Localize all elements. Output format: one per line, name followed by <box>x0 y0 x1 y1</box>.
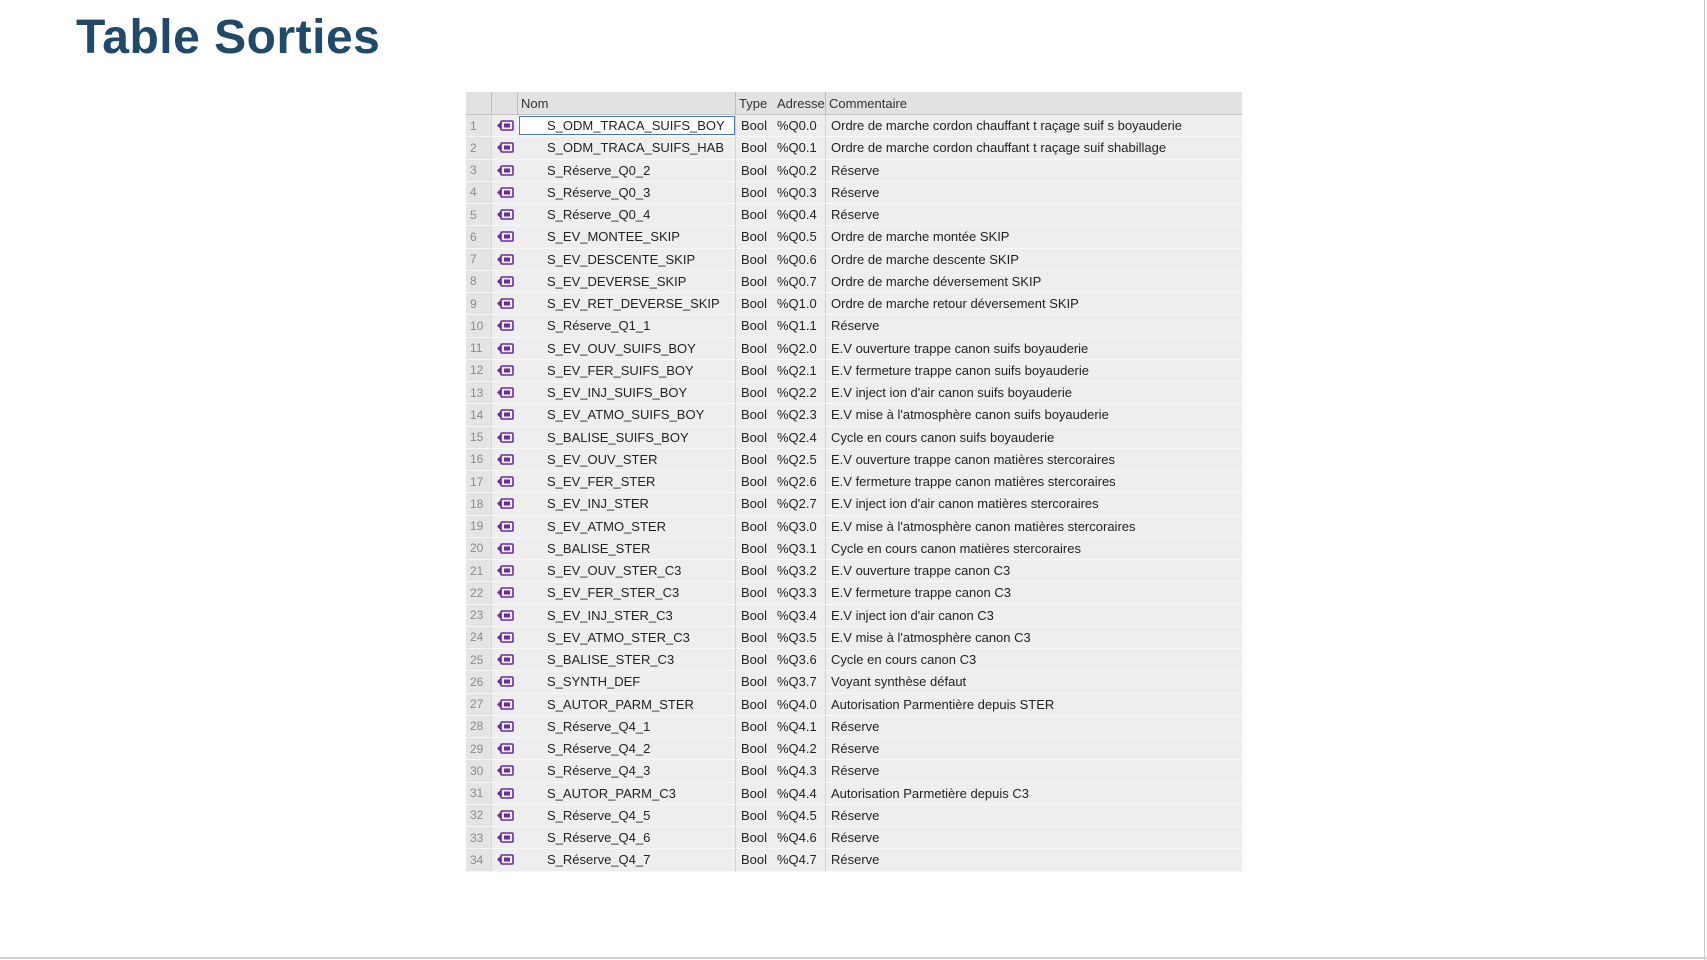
output-tag-icon <box>496 743 514 754</box>
table-row[interactable] <box>466 427 1242 449</box>
tag-name-cell[interactable]: S_BALISE_STER <box>518 538 736 559</box>
row-icon-cell <box>492 538 518 559</box>
tag-address-cell[interactable]: %Q2.7 <box>777 493 826 514</box>
tag-name-cell[interactable]: S_EV_DESCENTE_SKIP <box>518 249 736 270</box>
tag-type-cell[interactable]: Bool <box>741 652 768 668</box>
row-icon-cell <box>492 516 518 537</box>
tag-name-cell[interactable]: S_Réserve_Q4_1 <box>518 716 736 737</box>
row-number: 3 <box>466 160 492 181</box>
tag-comment-cell[interactable]: Réserve <box>831 162 880 178</box>
row-number: 7 <box>466 249 492 270</box>
row-icon-cell <box>492 182 518 203</box>
row-icon-cell <box>492 694 518 715</box>
row-icon-cell <box>492 404 518 425</box>
tag-comment-cell[interactable]: E.V mise à l'atmosphère canon matières stercoraires <box>831 518 1136 534</box>
tag-type-cell[interactable]: Bool <box>741 629 768 645</box>
tag-comment-cell[interactable]: E.V ouverture trappe canon C3 <box>831 563 1011 579</box>
output-tag-icon <box>496 676 514 687</box>
tag-comment-cell[interactable]: Ordre de marche descente SKIP <box>831 251 1019 267</box>
output-tag-icon <box>496 832 514 843</box>
row-icon-cell <box>492 760 518 781</box>
column-header-name[interactable]: Nom <box>518 92 736 114</box>
tag-name-cell[interactable]: S_BALISE_STER_C3 <box>518 649 736 670</box>
tag-type-cell[interactable]: Bool <box>741 674 768 690</box>
tag-name-cell[interactable]: S_AUTOR_PARM_STER <box>518 694 736 715</box>
tag-type-cell[interactable]: Bool <box>741 763 768 779</box>
tag-comment-cell[interactable]: Cycle en cours canon suifs boyauderie <box>831 429 1055 445</box>
tag-name-cell[interactable]: S_Réserve_Q4_3 <box>518 760 736 781</box>
tag-comment-cell[interactable]: Ordre de marche retour déversement SKIP <box>831 296 1079 312</box>
tag-address-cell[interactable]: %Q1.0 <box>777 293 826 314</box>
table-row[interactable] <box>466 271 1242 293</box>
table-row[interactable] <box>466 493 1242 515</box>
row-number: 32 <box>466 805 492 826</box>
tag-address-cell[interactable]: %Q0.1 <box>777 137 826 158</box>
tag-address-cell[interactable]: %Q4.7 <box>777 849 826 870</box>
tag-comment-cell[interactable]: E.V mise à l'atmosphère canon suifs boyauderie <box>831 407 1109 423</box>
row-number: 4 <box>466 182 492 203</box>
tag-name-cell[interactable]: S_EV_FER_STER_C3 <box>518 582 736 603</box>
tag-name-cell[interactable]: S_EV_ATMO_STER_C3 <box>518 627 736 648</box>
tag-type-cell[interactable]: Bool <box>741 607 768 623</box>
row-number: 15 <box>466 427 492 448</box>
table-row[interactable] <box>466 605 1242 627</box>
table-row[interactable] <box>466 760 1242 782</box>
tag-type-cell[interactable]: Bool <box>741 162 768 178</box>
tag-type-cell[interactable]: Bool <box>741 563 768 579</box>
table-row[interactable] <box>466 516 1242 538</box>
output-tag-icon <box>496 254 514 265</box>
tag-type-cell[interactable]: Bool <box>741 496 768 512</box>
tag-type-cell[interactable]: Bool <box>741 429 768 445</box>
output-tag-icon <box>496 409 514 420</box>
row-number: 8 <box>466 271 492 292</box>
row-number: 12 <box>466 360 492 381</box>
row-icon-cell <box>492 449 518 470</box>
tag-address-cell[interactable]: %Q2.3 <box>777 404 826 425</box>
tag-comment-cell[interactable]: E.V fermeture trappe canon suifs boyauderie <box>831 362 1089 378</box>
tag-comment-cell[interactable]: Ordre de marche déversement SKIP <box>831 273 1042 289</box>
row-number: 11 <box>466 338 492 359</box>
tag-comment-cell[interactable]: Autorisation Parmetière depuis C3 <box>831 785 1029 801</box>
row-icon-cell <box>492 560 518 581</box>
row-number: 20 <box>466 538 492 559</box>
tag-comment-cell[interactable]: Cycle en cours canon C3 <box>831 652 977 668</box>
tag-type-cell[interactable]: Bool <box>741 852 768 868</box>
table-row[interactable] <box>466 293 1242 315</box>
row-number: 13 <box>466 382 492 403</box>
tag-comment-cell[interactable]: Réserve <box>831 207 880 223</box>
row-icon-cell <box>492 627 518 648</box>
tag-comment-cell[interactable]: Ordre de marche cordon chauffant t raçage suif shabillage <box>831 140 1167 156</box>
tag-type-cell[interactable]: Bool <box>741 540 768 556</box>
tag-name-cell[interactable]: S_EV_ATMO_STER <box>518 516 736 537</box>
table-row[interactable] <box>466 338 1242 360</box>
tag-table <box>466 92 1242 872</box>
tag-address-cell[interactable]: %Q0.5 <box>777 226 826 247</box>
tag-type-cell[interactable]: Bool <box>741 362 768 378</box>
tag-name-cell[interactable]: S_SYNTH_DEF <box>518 671 736 692</box>
tag-name-cell[interactable]: S_Réserve_Q4_2 <box>518 738 736 759</box>
row-icon-cell <box>492 716 518 737</box>
tag-name-cell[interactable]: S_Réserve_Q4_6 <box>518 827 736 848</box>
column-header-type[interactable]: Type <box>739 95 768 111</box>
tag-address-cell[interactable]: %Q2.4 <box>777 427 826 448</box>
output-tag-icon <box>496 298 514 309</box>
output-tag-icon <box>496 699 514 710</box>
row-icon-cell <box>492 649 518 670</box>
row-icon-cell <box>492 827 518 848</box>
tag-address-cell[interactable]: %Q3.3 <box>777 582 826 603</box>
tag-type-cell[interactable]: Bool <box>741 273 768 289</box>
output-tag-icon <box>496 120 514 131</box>
tag-comment-cell[interactable]: Réserve <box>831 318 880 334</box>
tag-address-cell[interactable]: %Q3.4 <box>777 605 826 626</box>
tag-name-cell[interactable]: S_EV_INJ_SUIFS_BOY <box>518 382 736 403</box>
output-tag-icon <box>496 810 514 821</box>
table-row[interactable] <box>466 315 1242 337</box>
tag-name-cell[interactable]: S_BALISE_SUIFS_BOY <box>518 427 736 448</box>
table-row[interactable] <box>466 449 1242 471</box>
table-row[interactable] <box>466 204 1242 226</box>
tag-address-cell[interactable]: %Q4.6 <box>777 827 826 848</box>
table-row[interactable] <box>466 649 1242 671</box>
row-icon-cell <box>492 293 518 314</box>
row-number: 22 <box>466 582 492 603</box>
tag-name-cell[interactable]: S_Réserve_Q0_3 <box>518 182 736 203</box>
table-row[interactable] <box>466 226 1242 248</box>
tag-comment-cell[interactable]: E.V fermeture trappe canon matières stercoraires <box>831 474 1116 490</box>
tag-name-cell[interactable]: S_Réserve_Q1_1 <box>518 315 736 336</box>
row-icon-cell <box>492 849 518 870</box>
row-icon-cell <box>492 738 518 759</box>
tag-comment-cell[interactable]: E.V ouverture trappe canon matières stercoraires <box>831 451 1115 467</box>
table-row[interactable] <box>466 671 1242 693</box>
tag-address-cell[interactable]: %Q0.7 <box>777 271 826 292</box>
tag-type-cell[interactable]: Bool <box>741 696 768 712</box>
tag-address-cell[interactable]: %Q2.1 <box>777 360 826 381</box>
row-number: 28 <box>466 716 492 737</box>
output-tag-icon <box>496 387 514 398</box>
row-icon-cell <box>492 805 518 826</box>
tag-address-cell[interactable]: %Q3.2 <box>777 560 826 581</box>
tag-type-cell[interactable]: Bool <box>741 718 768 734</box>
tag-comment-cell[interactable]: Réserve <box>831 763 880 779</box>
tag-address-cell[interactable]: %Q2.6 <box>777 471 826 492</box>
tag-address-cell[interactable]: %Q0.4 <box>777 204 826 225</box>
output-tag-icon <box>496 587 514 598</box>
slide-right-border <box>1704 0 1705 960</box>
output-tag-icon <box>496 365 514 376</box>
tag-name-cell[interactable]: S_EV_INJ_STER_C3 <box>518 605 736 626</box>
tag-name-cell[interactable]: S_Réserve_Q0_4 <box>518 204 736 225</box>
table-body <box>466 115 1242 872</box>
row-icon-cell <box>492 671 518 692</box>
row-number: 2 <box>466 137 492 158</box>
tag-type-cell[interactable]: Bool <box>741 118 768 134</box>
tag-address-cell[interactable]: %Q0.0 <box>777 115 826 136</box>
tag-address-cell[interactable]: %Q4.5 <box>777 805 826 826</box>
tag-address-cell[interactable]: %Q0.2 <box>777 160 826 181</box>
tag-name-cell[interactable]: S_EV_OUV_STER <box>518 449 736 470</box>
table-row[interactable] <box>466 160 1242 182</box>
tag-name-cell[interactable]: S_EV_OUV_STER_C3 <box>518 560 736 581</box>
output-tag-icon <box>496 209 514 220</box>
table-row[interactable] <box>466 738 1242 760</box>
row-number: 14 <box>466 404 492 425</box>
tag-comment-cell[interactable]: E.V inject ion d'air canon suifs boyauderie <box>831 385 1072 401</box>
table-row[interactable] <box>466 805 1242 827</box>
output-tag-icon <box>496 320 514 331</box>
table-row[interactable] <box>466 182 1242 204</box>
tag-comment-cell[interactable]: E.V mise à l'atmosphère canon C3 <box>831 629 1031 645</box>
row-number: 24 <box>466 627 492 648</box>
output-tag-icon <box>496 854 514 865</box>
output-tag-icon <box>496 231 514 242</box>
row-number: 27 <box>466 694 492 715</box>
row-number: 16 <box>466 449 492 470</box>
tag-type-cell[interactable]: Bool <box>741 140 768 156</box>
table-row[interactable] <box>466 137 1242 159</box>
tag-name-cell[interactable]: S_EV_MONTEE_SKIP <box>518 226 736 247</box>
row-number: 21 <box>466 560 492 581</box>
tag-name-cell[interactable]: S_Réserve_Q0_2 <box>518 160 736 181</box>
tag-name-cell[interactable]: S_EV_FER_SUIFS_BOY <box>518 360 736 381</box>
tag-type-cell[interactable]: Bool <box>741 518 768 534</box>
row-number: 34 <box>466 849 492 870</box>
tag-comment-cell[interactable]: Réserve <box>831 184 880 200</box>
tag-type-cell[interactable]: Bool <box>741 807 768 823</box>
output-tag-icon <box>496 432 514 443</box>
output-tag-icon <box>496 343 514 354</box>
tag-name-cell[interactable]: S_Réserve_Q4_5 <box>518 805 736 826</box>
output-tag-icon <box>496 610 514 621</box>
tag-name-cell[interactable]: S_ODM_TRACA_SUIFS_BOY <box>518 115 736 136</box>
tag-type-cell[interactable]: Bool <box>741 296 768 312</box>
row-icon-cell <box>492 115 518 136</box>
tag-comment-cell[interactable]: Réserve <box>831 718 880 734</box>
output-tag-icon <box>496 165 514 176</box>
tag-address-cell[interactable]: %Q3.1 <box>777 538 826 559</box>
output-tag-icon <box>496 788 514 799</box>
tag-address-cell[interactable]: %Q2.5 <box>777 449 826 470</box>
tag-address-cell[interactable]: %Q4.3 <box>777 760 826 781</box>
table-row[interactable] <box>466 560 1242 582</box>
row-number: 25 <box>466 649 492 670</box>
tag-type-cell[interactable]: Bool <box>741 474 768 490</box>
tag-type-cell[interactable]: Bool <box>741 451 768 467</box>
row-icon-cell <box>492 137 518 158</box>
tag-comment-cell[interactable]: Réserve <box>831 741 880 757</box>
table-row[interactable] <box>466 471 1242 493</box>
output-tag-icon <box>496 565 514 576</box>
tag-address-cell[interactable]: %Q0.3 <box>777 182 826 203</box>
tag-type-cell[interactable]: Bool <box>741 318 768 334</box>
row-number: 1 <box>466 115 492 136</box>
tag-type-cell[interactable]: Bool <box>741 785 768 801</box>
output-tag-icon <box>496 721 514 732</box>
row-number: 31 <box>466 783 492 804</box>
table-row[interactable] <box>466 827 1242 849</box>
tag-name-cell[interactable]: S_EV_DEVERSE_SKIP <box>518 271 736 292</box>
table-header-row <box>466 92 1242 115</box>
table-row[interactable] <box>466 360 1242 382</box>
tag-type-cell[interactable]: Bool <box>741 184 768 200</box>
tag-address-cell[interactable]: %Q3.7 <box>777 671 826 692</box>
tag-address-cell[interactable]: %Q4.2 <box>777 738 826 759</box>
tag-name-cell[interactable]: S_EV_ATMO_SUIFS_BOY <box>518 404 736 425</box>
tag-comment-cell[interactable]: E.V inject ion d'air canon matières stercoraires <box>831 496 1099 512</box>
output-tag-icon <box>496 476 514 487</box>
tag-address-cell[interactable]: %Q3.5 <box>777 627 826 648</box>
table-row[interactable] <box>466 694 1242 716</box>
output-tag-icon <box>496 142 514 153</box>
tag-type-cell[interactable]: Bool <box>741 385 768 401</box>
row-icon-cell <box>492 493 518 514</box>
row-icon-cell <box>492 471 518 492</box>
row-icon-cell <box>492 315 518 336</box>
table-row[interactable] <box>466 716 1242 738</box>
row-number: 26 <box>466 671 492 692</box>
row-number: 33 <box>466 827 492 848</box>
output-tag-icon <box>496 276 514 287</box>
tag-address-cell[interactable]: %Q1.1 <box>777 315 826 336</box>
tag-comment-cell[interactable]: Autorisation Parmentière depuis STER <box>831 696 1055 712</box>
tag-type-cell[interactable]: Bool <box>741 340 768 356</box>
output-tag-icon <box>496 765 514 776</box>
tag-comment-cell[interactable]: Ordre de marche cordon chauffant t raçage suif s boyauderie <box>831 118 1182 134</box>
tag-comment-cell[interactable]: E.V inject ion d'air canon C3 <box>831 607 994 623</box>
tag-name-cell[interactable]: S_ODM_TRACA_SUIFS_HAB <box>518 137 736 158</box>
output-tag-icon <box>496 632 514 643</box>
row-number: 5 <box>466 204 492 225</box>
row-number: 30 <box>466 760 492 781</box>
tag-address-cell[interactable]: %Q4.4 <box>777 783 826 804</box>
tag-name-cell[interactable]: S_EV_FER_STER <box>518 471 736 492</box>
tag-type-cell[interactable]: Bool <box>741 585 768 601</box>
output-tag-icon <box>496 654 514 665</box>
table-row[interactable] <box>466 538 1242 560</box>
table-row[interactable] <box>466 382 1242 404</box>
tag-comment-cell[interactable]: E.V fermeture trappe canon C3 <box>831 585 1011 601</box>
tag-address-cell[interactable]: %Q3.0 <box>777 516 826 537</box>
tag-address-cell[interactable]: %Q4.1 <box>777 716 826 737</box>
output-tag-icon <box>496 498 514 509</box>
tag-type-cell[interactable]: Bool <box>741 830 768 846</box>
tag-type-cell[interactable]: Bool <box>741 229 768 245</box>
table-row[interactable] <box>466 783 1242 805</box>
tag-address-cell[interactable]: %Q2.2 <box>777 382 826 403</box>
row-icon-cell <box>492 338 518 359</box>
table-row[interactable] <box>466 627 1242 649</box>
slide-bottom-border <box>0 957 1707 959</box>
tag-address-cell[interactable]: %Q2.0 <box>777 338 826 359</box>
tag-name-cell[interactable]: S_AUTOR_PARM_C3 <box>518 783 736 804</box>
tag-comment-cell[interactable]: Réserve <box>831 830 880 846</box>
row-icon-cell <box>492 226 518 247</box>
tag-name-cell[interactable]: S_EV_RET_DEVERSE_SKIP <box>518 293 736 314</box>
table-row[interactable] <box>466 404 1242 426</box>
row-icon-cell <box>492 582 518 603</box>
row-icon-cell <box>492 427 518 448</box>
output-tag-icon <box>496 187 514 198</box>
row-number: 29 <box>466 738 492 759</box>
column-header-address[interactable]: Adresse <box>777 92 826 114</box>
tag-comment-cell[interactable]: E.V ouverture trappe canon suifs boyauderie <box>831 340 1089 356</box>
table-row[interactable] <box>466 582 1242 604</box>
tag-comment-cell[interactable]: Réserve <box>831 852 880 868</box>
tag-comment-cell[interactable]: Réserve <box>831 807 880 823</box>
tag-name-cell[interactable]: S_Réserve_Q4_7 <box>518 849 736 870</box>
row-number: 17 <box>466 471 492 492</box>
tag-address-cell[interactable]: %Q4.0 <box>777 694 826 715</box>
row-icon-cell <box>492 783 518 804</box>
table-row[interactable] <box>466 115 1242 137</box>
tag-type-cell[interactable]: Bool <box>741 207 768 223</box>
tag-comment-cell[interactable]: Voyant synthèse défaut <box>831 674 967 690</box>
slide-title: Table Sorties <box>76 11 381 64</box>
tag-type-cell[interactable]: Bool <box>741 251 768 267</box>
row-number: 10 <box>466 315 492 336</box>
row-number: 6 <box>466 226 492 247</box>
row-number: 23 <box>466 605 492 626</box>
row-icon-cell <box>492 204 518 225</box>
row-number: 19 <box>466 516 492 537</box>
output-tag-icon <box>496 521 514 532</box>
column-header-comment[interactable]: Commentaire <box>829 95 908 111</box>
tag-comment-cell[interactable]: Cycle en cours canon matières stercoraires <box>831 540 1081 556</box>
row-number-header <box>466 92 492 114</box>
tag-type-cell[interactable]: Bool <box>741 407 768 423</box>
output-tag-icon <box>496 454 514 465</box>
row-icon-cell <box>492 605 518 626</box>
icon-header <box>492 92 518 114</box>
row-icon-cell <box>492 382 518 403</box>
tag-address-cell[interactable]: %Q3.6 <box>777 649 826 670</box>
tag-comment-cell[interactable]: Ordre de marche montée SKIP <box>831 229 1010 245</box>
output-tag-icon <box>496 543 514 554</box>
row-icon-cell <box>492 360 518 381</box>
table-row[interactable] <box>466 849 1242 871</box>
tag-address-cell[interactable]: %Q0.6 <box>777 249 826 270</box>
tag-name-cell[interactable]: S_EV_INJ_STER <box>518 493 736 514</box>
tag-name-cell[interactable]: S_EV_OUV_SUIFS_BOY <box>518 338 736 359</box>
row-number: 18 <box>466 493 492 514</box>
row-icon-cell <box>492 249 518 270</box>
table-row[interactable] <box>466 249 1242 271</box>
row-icon-cell <box>492 271 518 292</box>
tag-type-cell[interactable]: Bool <box>741 741 768 757</box>
row-number: 9 <box>466 293 492 314</box>
row-icon-cell <box>492 160 518 181</box>
